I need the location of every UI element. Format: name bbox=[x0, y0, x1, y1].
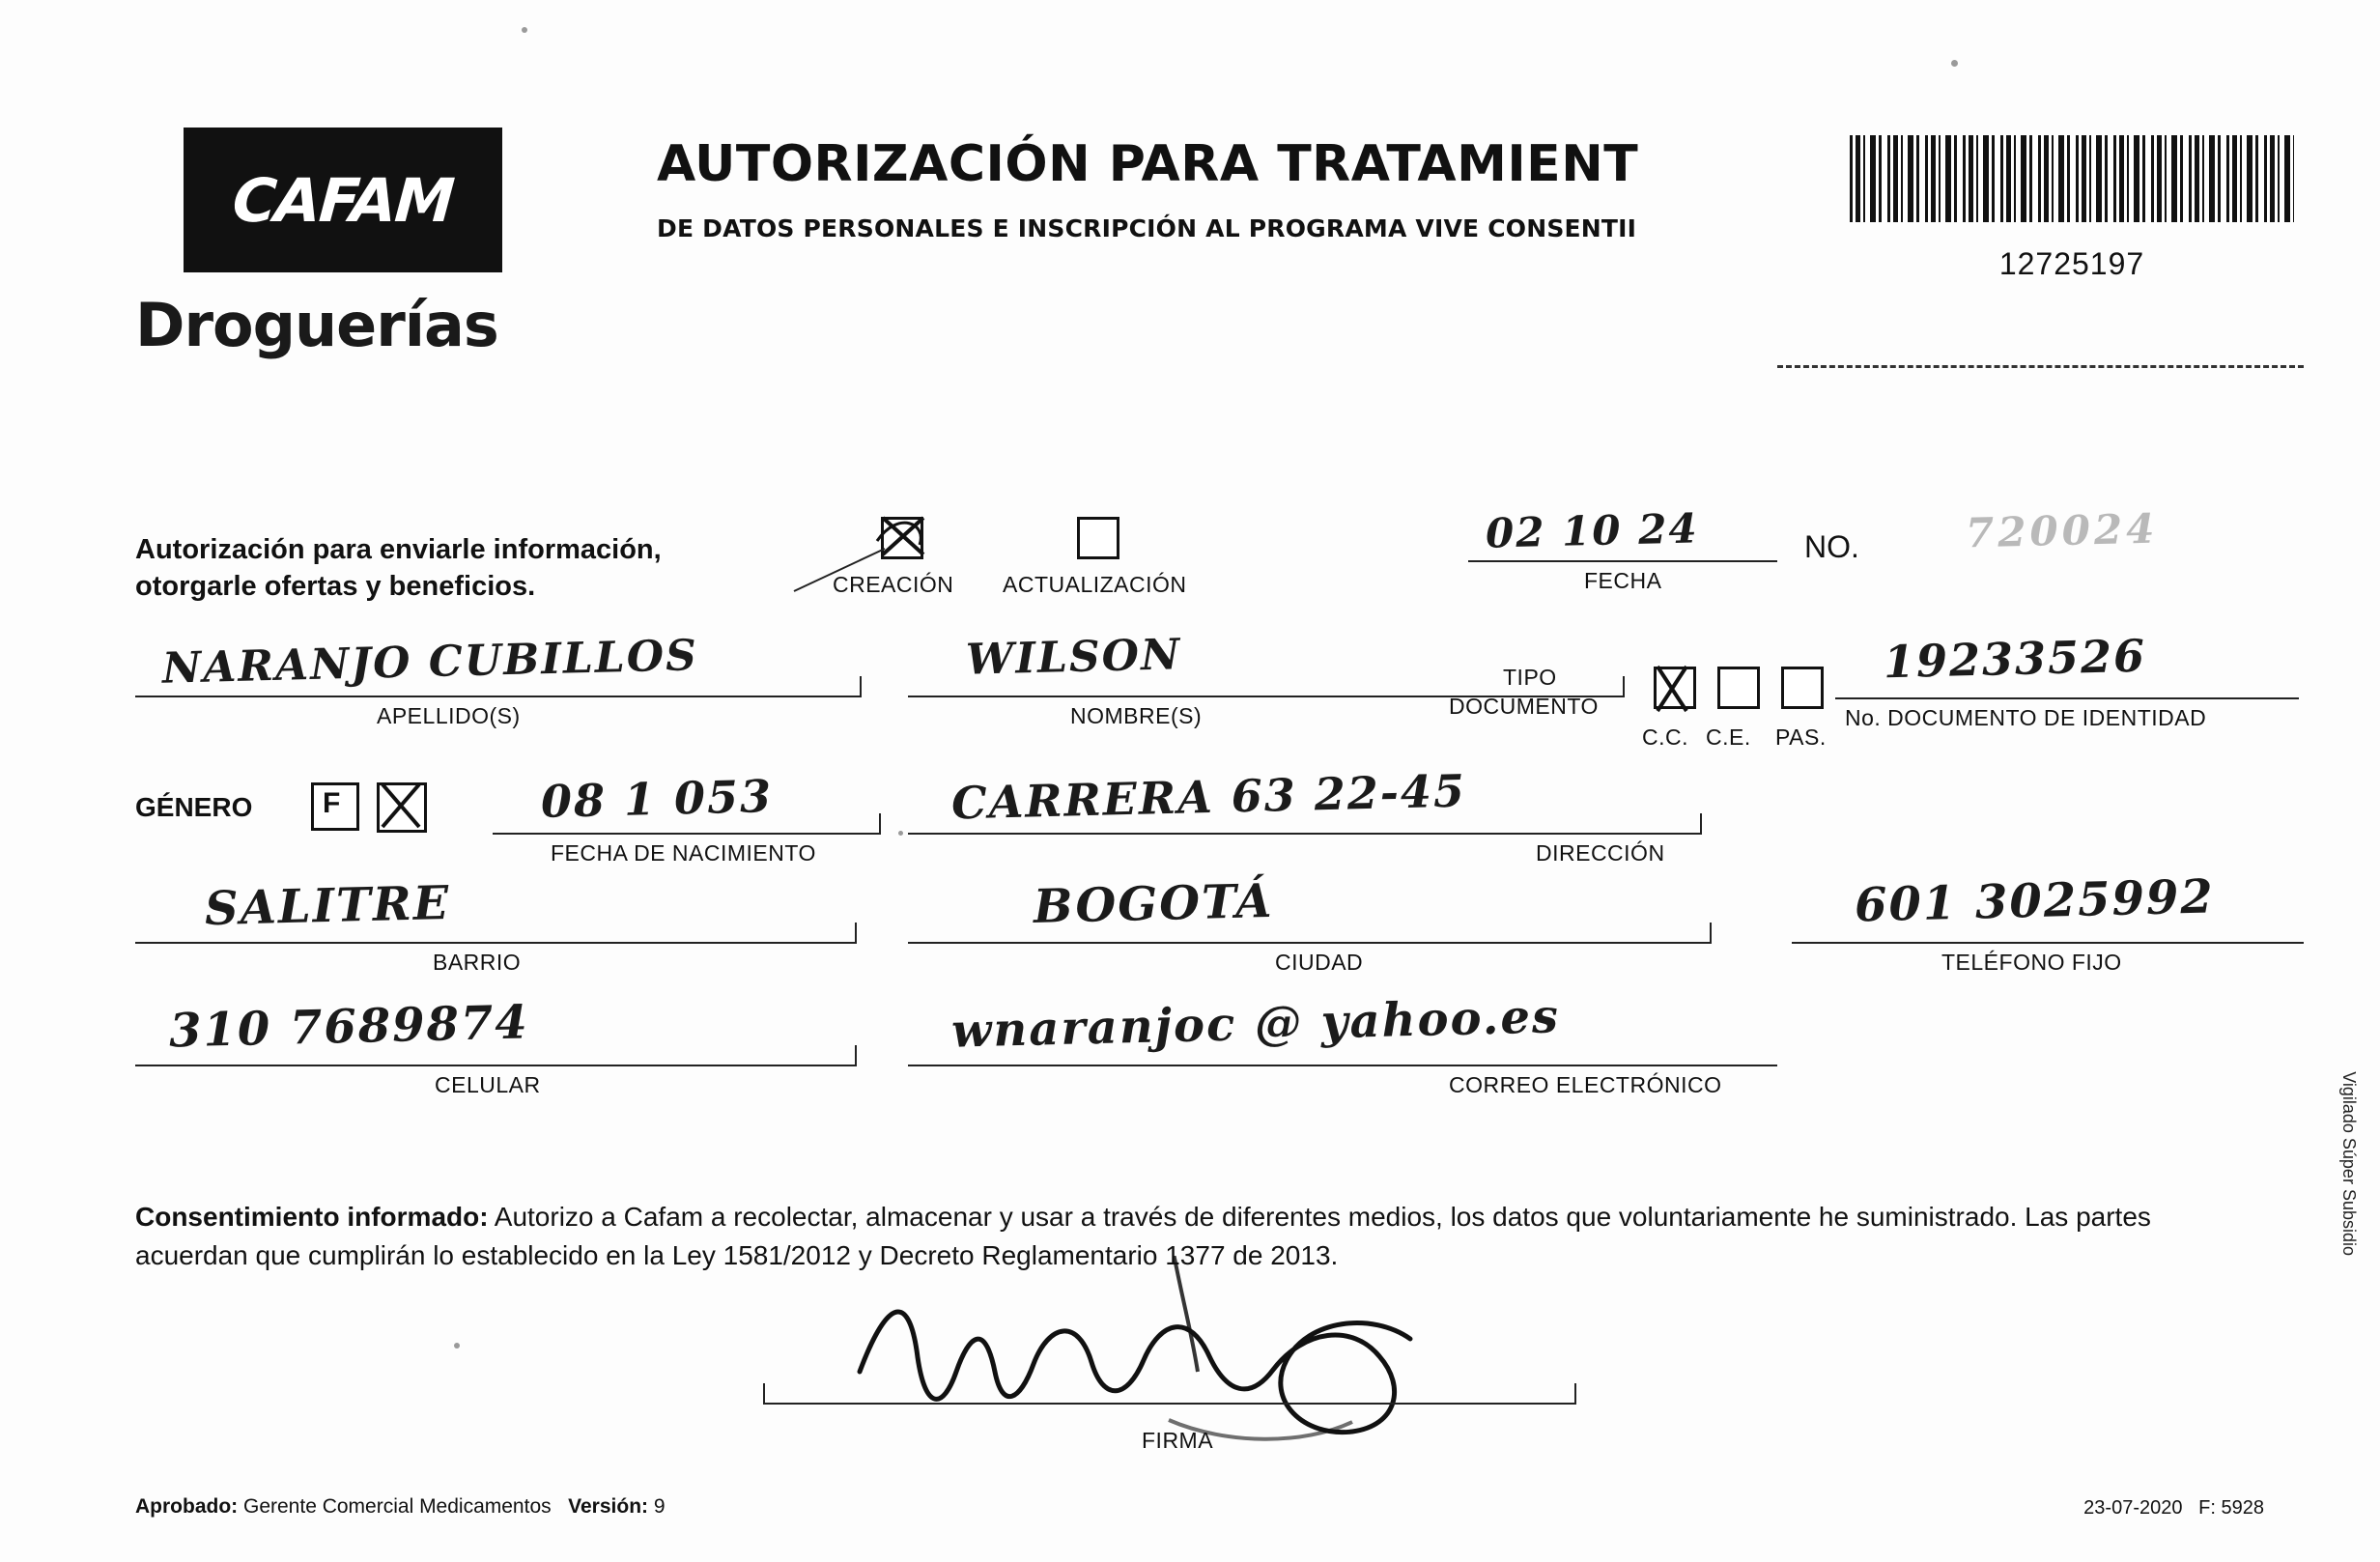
scan-speck bbox=[898, 831, 903, 836]
correo-electronico-value: wnaranjoc @ yahoo.es bbox=[950, 989, 1561, 1059]
tipo-documento-pas-checkbox[interactable] bbox=[1781, 667, 1824, 709]
fecha-label: FECHA bbox=[1584, 568, 1662, 593]
genero-label: GÉNERO bbox=[135, 792, 253, 822]
tear-off-dashed-line bbox=[1777, 365, 2304, 368]
actualizacion-label: ACTUALIZACIÓN bbox=[1003, 572, 1187, 597]
firma-rule-tick-right bbox=[1574, 1383, 1576, 1405]
authorization-statement bbox=[135, 531, 662, 606]
telefono-fijo-value: 601 3025992 bbox=[1854, 869, 2216, 933]
footer-approval bbox=[135, 1495, 666, 1519]
numero-documento-label: No. DOCUMENTO DE IDENTIDAD bbox=[1845, 705, 2207, 730]
genero-m-check-mark bbox=[371, 775, 431, 835]
telefono-fijo-label: TELÉFONO FIJO bbox=[1941, 950, 2122, 975]
authorization-statement-line2: otorgarle ofertas y beneficios. bbox=[135, 571, 536, 603]
apellidos-rule-tick bbox=[860, 676, 862, 697]
footer-approved-value: Gerente Comercial Medicamentos bbox=[243, 1495, 552, 1518]
nombres-rule-tick bbox=[1623, 676, 1625, 697]
firma-handwriting bbox=[850, 1256, 1623, 1468]
cafam-logo bbox=[184, 128, 502, 272]
direccion-rule bbox=[908, 833, 1700, 835]
barcode-number: 12725197 bbox=[1998, 246, 2145, 281]
actualizacion-checkbox[interactable] bbox=[1077, 517, 1119, 559]
correo-electronico-rule bbox=[908, 1065, 1777, 1066]
barrio-rule-tick bbox=[855, 923, 857, 944]
fecha-rule bbox=[1468, 560, 1777, 562]
numero-documento-value: 19233526 bbox=[1883, 629, 2147, 689]
direccion-label: DIRECCIÓN bbox=[1536, 840, 1665, 866]
consent-paragraph bbox=[135, 1198, 2193, 1275]
footer-date: 23-07-2020 bbox=[2083, 1497, 2183, 1519]
direccion-value: CARRERA 63 22-45 bbox=[950, 764, 1467, 830]
tipo-documento-label-1: TIPO bbox=[1503, 665, 1557, 690]
tipo-documento-cc-label: C.C. bbox=[1642, 724, 1688, 750]
footer-meta bbox=[2083, 1497, 2264, 1519]
footer-code-label: F: bbox=[2198, 1497, 2216, 1519]
fecha-nacimiento-label: FECHA DE NACIMIENTO bbox=[551, 840, 816, 866]
genero-f-label: F bbox=[323, 787, 341, 819]
firma-rule bbox=[763, 1403, 1574, 1405]
ciudad-rule bbox=[908, 942, 1710, 944]
ciudad-value: BOGOTÁ bbox=[1033, 873, 1275, 935]
cafam-logo-text: CAFAM bbox=[230, 164, 456, 236]
barrio-value: SALITRE bbox=[204, 875, 451, 937]
fecha-value: 02 10 24 bbox=[1485, 504, 1700, 557]
authorization-statement-line1: Autorización para enviarle información, bbox=[135, 534, 662, 565]
telefono-fijo-rule bbox=[1792, 942, 2304, 944]
correo-electronico-label: CORREO ELECTRÓNICO bbox=[1449, 1072, 1722, 1097]
footer-version-value: 9 bbox=[653, 1495, 666, 1518]
consent-heading: Consentimiento informado: bbox=[135, 1202, 489, 1232]
celular-rule-tick bbox=[855, 1045, 857, 1066]
scan-speck bbox=[522, 27, 527, 33]
scan-speck bbox=[454, 1343, 460, 1349]
celular-value: 310 7689874 bbox=[168, 995, 530, 1059]
numero-value: 720024 bbox=[1965, 504, 2159, 557]
creacion-label: CREACIÓN bbox=[833, 572, 954, 597]
ciudad-label: CIUDAD bbox=[1275, 950, 1364, 975]
scan-speck bbox=[1951, 60, 1958, 67]
apellidos-label: APELLIDO(S) bbox=[377, 703, 521, 728]
firma-rule-tick-left bbox=[763, 1383, 765, 1405]
footer-version-label: Versión: bbox=[568, 1495, 649, 1518]
barcode-image bbox=[1850, 135, 2294, 222]
barrio-label: BARRIO bbox=[433, 950, 522, 975]
fecha-nacimiento-value: 08 1 053 bbox=[540, 770, 774, 828]
celular-rule bbox=[135, 1065, 855, 1066]
document-title: AUTORIZACIÓN PARA TRATAMIENT bbox=[657, 135, 1639, 193]
fecha-nacimiento-rule-tick bbox=[879, 813, 881, 835]
tipo-documento-ce-checkbox[interactable] bbox=[1717, 667, 1760, 709]
tipo-documento-cc-check-mark bbox=[1642, 657, 1702, 717]
footer-approved-label: Aprobado: bbox=[135, 1495, 239, 1518]
fecha-nacimiento-rule bbox=[493, 833, 879, 835]
firma-label: FIRMA bbox=[1142, 1428, 1214, 1453]
consent-body: Autorizo a Cafam a recolectar, almacenar y usar a través de diferentes medios, los datos que voluntariamente he suministrado. Las partes acuerdan que cumplirán lo establecido en la Ley 1581/2012 y Decreto Reglamentario 1377 de 2013. bbox=[135, 1202, 2151, 1270]
numero-label: NO. bbox=[1804, 529, 1859, 564]
nombres-value: WILSON bbox=[965, 630, 1182, 685]
vigilado-side-note: Vigilado Súper Subsidio bbox=[2339, 1071, 2359, 1256]
tipo-documento-pas-label: PAS. bbox=[1775, 724, 1827, 750]
numero-documento-rule bbox=[1835, 697, 2299, 699]
footer-code-value: 5928 bbox=[2221, 1497, 2264, 1519]
nombres-label: NOMBRE(S) bbox=[1070, 703, 1203, 728]
ciudad-rule-tick bbox=[1710, 923, 1712, 944]
apellidos-rule bbox=[135, 696, 860, 697]
direccion-rule-tick bbox=[1700, 813, 1702, 835]
document-subtitle: DE DATOS PERSONALES E INSCRIPCIÓN AL PROGRAMA VIVE CONSENTII bbox=[657, 214, 1637, 242]
tipo-documento-label-2: DOCUMENTO bbox=[1449, 694, 1599, 719]
barrio-rule bbox=[135, 942, 855, 944]
tipo-documento-ce-label: C.E. bbox=[1706, 724, 1751, 750]
apellidos-value: NARANJO CUBILLOS bbox=[161, 631, 699, 694]
droguerias-wordmark: Droguerías bbox=[135, 290, 498, 360]
celular-label: CELULAR bbox=[435, 1072, 541, 1097]
